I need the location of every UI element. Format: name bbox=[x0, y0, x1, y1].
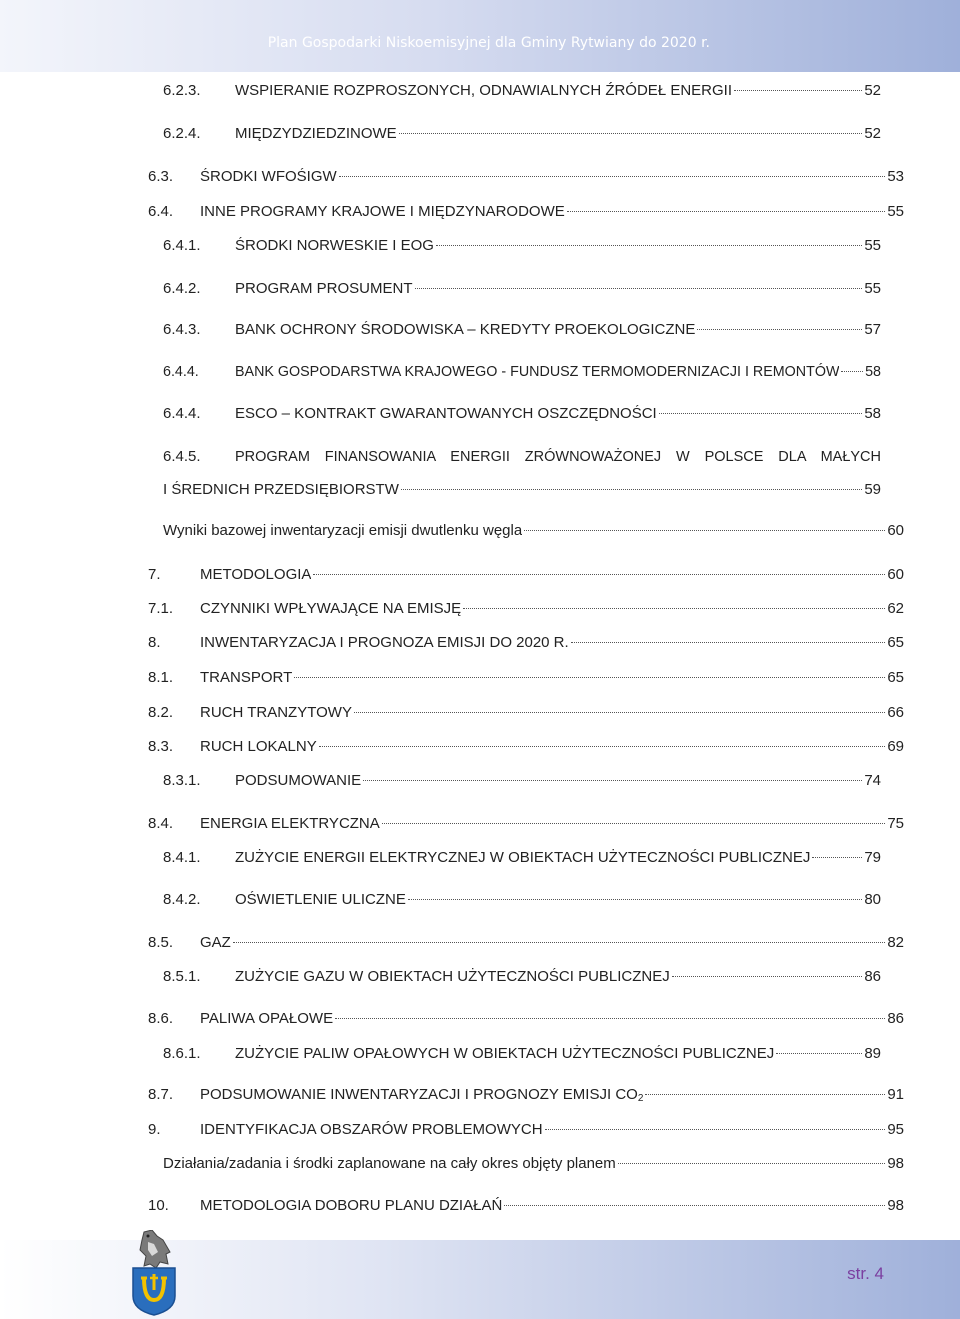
toc-leader bbox=[659, 412, 863, 414]
toc-entry-first-line[interactable] bbox=[163, 448, 881, 466]
toc-page: 80 bbox=[864, 891, 881, 908]
toc-number: 6.3. bbox=[148, 168, 174, 185]
toc-page: 58 bbox=[864, 405, 881, 422]
toc-number: 8.6. bbox=[148, 1010, 174, 1027]
toc-page: 79 bbox=[864, 849, 881, 866]
toc-title: OŚWIETLENIE ULICZNE bbox=[235, 891, 406, 908]
toc-leader bbox=[545, 1128, 886, 1130]
toc-entry[interactable] bbox=[148, 669, 904, 687]
toc-leader bbox=[319, 745, 886, 747]
toc-title: RUCH TRANZYTOWY bbox=[200, 704, 352, 721]
toc-entry[interactable] bbox=[163, 237, 881, 255]
toc-number: 6.4.2. bbox=[163, 280, 201, 297]
toc-title: MIĘDZYDZIEDZINOWE bbox=[235, 125, 397, 142]
toc-page: 52 bbox=[864, 125, 881, 142]
toc-number: 6.4. bbox=[148, 203, 174, 220]
toc-title: Działania/zadania i środki zaplanowane na cały okres objęty planem bbox=[163, 1155, 616, 1172]
toc-number: 8.5.1. bbox=[163, 968, 201, 985]
toc-page: 52 bbox=[864, 82, 881, 99]
toc-title: IDENTYFIKACJA OBSZARÓW PROBLEMOWYCH bbox=[200, 1121, 543, 1138]
toc-leader bbox=[504, 1204, 885, 1206]
toc-title: GAZ bbox=[200, 934, 231, 951]
toc-leader bbox=[841, 370, 863, 372]
gmina-rytwiany-crest-icon bbox=[130, 1230, 178, 1316]
toc-leader bbox=[382, 822, 886, 824]
toc-number: 8.7. bbox=[148, 1086, 174, 1103]
toc-entry[interactable] bbox=[148, 1086, 904, 1108]
toc-number: 8.3. bbox=[148, 738, 174, 755]
toc-title: ZUŻYCIE ENERGII ELEKTRYCZNEJ W OBIEKTACH UŻYTECZNOŚCI PUBLICZNEJ bbox=[235, 849, 811, 866]
toc-title: PALIWA OPAŁOWE bbox=[200, 1010, 334, 1027]
toc-title: ŚRODKI NORWESKIE I EOG bbox=[235, 237, 434, 254]
toc-number: 8.5. bbox=[148, 934, 174, 951]
toc-entry[interactable] bbox=[163, 1045, 881, 1063]
toc-leader bbox=[645, 1093, 885, 1095]
toc-leader bbox=[313, 573, 885, 575]
toc-entry[interactable] bbox=[163, 321, 881, 339]
toc-number: 8.1. bbox=[148, 669, 174, 686]
toc-leader bbox=[463, 607, 885, 609]
toc-leader bbox=[335, 1017, 885, 1019]
toc-title: BANK GOSPODARSTWA KRAJOWEGO - FUNDUSZ TERMOMODERNIZACJI I REMONTÓW bbox=[235, 364, 840, 380]
toc-number: 9. bbox=[148, 1121, 161, 1138]
toc-page: 55 bbox=[864, 237, 881, 254]
toc-number: 8.3.1. bbox=[163, 772, 201, 789]
toc-leader bbox=[363, 779, 862, 781]
toc-page: 95 bbox=[887, 1121, 904, 1138]
toc-page: 53 bbox=[887, 168, 904, 185]
toc-title: Wyniki bazowej inwentaryzacji emisji dwutlenku węgla bbox=[163, 522, 523, 539]
toc-entry-second-line[interactable] bbox=[163, 481, 881, 499]
toc-page: 98 bbox=[887, 1155, 904, 1172]
toc-entry[interactable] bbox=[163, 522, 904, 540]
toc-entry[interactable] bbox=[163, 82, 881, 100]
toc-number: 6.2.4. bbox=[163, 125, 201, 142]
toc-leader bbox=[776, 1052, 862, 1054]
toc-page: 82 bbox=[887, 934, 904, 951]
toc-number: 7.1. bbox=[148, 600, 174, 617]
toc-page: 57 bbox=[864, 321, 881, 338]
toc-page: 91 bbox=[887, 1086, 904, 1103]
toc-leader bbox=[672, 975, 863, 977]
toc-entry[interactable] bbox=[148, 1121, 904, 1139]
toc-leader bbox=[436, 244, 862, 246]
toc-entry[interactable] bbox=[148, 1010, 904, 1028]
toc-page: 58 bbox=[865, 364, 881, 380]
toc-title: INNE PROGRAMY KRAJOWE I MIĘDZYNARODOWE bbox=[200, 203, 565, 220]
toc-page: 69 bbox=[887, 738, 904, 755]
toc-page: 60 bbox=[887, 522, 904, 539]
toc-page: 65 bbox=[887, 634, 904, 651]
toc-entry[interactable] bbox=[163, 849, 881, 867]
toc-number: 10. bbox=[148, 1197, 169, 1214]
toc-entry[interactable] bbox=[148, 1197, 904, 1215]
toc-entry[interactable] bbox=[148, 566, 904, 584]
toc-leader bbox=[697, 328, 862, 330]
toc-leader bbox=[399, 132, 863, 134]
toc-title-subscript: 2 bbox=[637, 1093, 644, 1104]
toc-leader bbox=[339, 175, 886, 177]
toc-leader bbox=[567, 210, 886, 212]
toc-number: 6.4.4. bbox=[163, 405, 201, 422]
toc-leader bbox=[401, 488, 862, 490]
toc-page: 86 bbox=[887, 1010, 904, 1027]
toc-entry[interactable] bbox=[163, 968, 881, 986]
toc-page: 55 bbox=[887, 203, 904, 220]
toc-page: 55 bbox=[864, 280, 881, 297]
toc-number: 8.4. bbox=[148, 815, 174, 832]
toc-entry[interactable] bbox=[148, 203, 904, 221]
toc-leader bbox=[294, 676, 885, 678]
toc-number: 8.4.2. bbox=[163, 891, 201, 908]
toc-title: PROGRAM PROSUMENT bbox=[235, 280, 413, 297]
toc-title: ŚRODKI WFOŚIGW bbox=[200, 168, 337, 185]
toc-number: 6.2.3. bbox=[163, 82, 201, 99]
toc-entry[interactable] bbox=[163, 1155, 904, 1173]
toc-entry[interactable] bbox=[148, 815, 904, 833]
toc-leader bbox=[354, 711, 885, 713]
toc-number: 8. bbox=[148, 634, 161, 651]
toc-page: 59 bbox=[864, 481, 881, 498]
toc-page: 66 bbox=[887, 704, 904, 721]
toc-number: 8.6.1. bbox=[163, 1045, 201, 1062]
toc-leader bbox=[415, 287, 863, 289]
toc-page: 74 bbox=[864, 772, 881, 789]
toc-entry[interactable] bbox=[148, 704, 904, 722]
toc-title: BANK OCHRONY ŚRODOWISKA – KREDYTY PROEKOLOGICZNE bbox=[235, 321, 696, 338]
toc-number: 6.4.4. bbox=[163, 364, 199, 380]
toc-title: CZYNNIKI WPŁYWAJĄCE NA EMISJĘ bbox=[200, 600, 462, 617]
toc-entry[interactable] bbox=[148, 738, 904, 756]
toc-entry[interactable] bbox=[148, 634, 904, 652]
toc-title bbox=[200, 1086, 643, 1108]
toc-title: ZUŻYCIE GAZU W OBIEKTACH UŻYTECZNOŚCI PUBLICZNEJ bbox=[235, 968, 670, 985]
toc-entry[interactable] bbox=[148, 934, 904, 952]
toc-leader bbox=[408, 898, 862, 900]
toc-page: 98 bbox=[887, 1197, 904, 1214]
toc-title: INWENTARYZACJA I PROGNOZA EMISJI DO 2020 R. bbox=[200, 634, 569, 651]
toc-entry[interactable] bbox=[148, 600, 904, 618]
toc-number: 8.2. bbox=[148, 704, 174, 721]
toc-leader bbox=[812, 856, 862, 858]
toc-title: TRANSPORT bbox=[200, 669, 293, 686]
toc-title: ZUŻYCIE PALIW OPAŁOWYCH W OBIEKTACH UŻYTECZNOŚCI PUBLICZNEJ bbox=[235, 1045, 775, 1062]
toc-number: 6.4.3. bbox=[163, 321, 201, 338]
toc-page: 65 bbox=[887, 669, 904, 686]
page-number: str. 4 bbox=[847, 1264, 884, 1283]
toc-entry[interactable] bbox=[163, 891, 881, 909]
toc-entry[interactable] bbox=[163, 772, 881, 790]
toc-title: PODSUMOWANIE bbox=[235, 772, 362, 789]
toc-title: RUCH LOKALNY bbox=[200, 738, 317, 755]
toc-title: PROGRAM FINANSOWANIA ENERGII ZRÓWNOWAŻONEJ W POLSCE DLA MAŁYCH bbox=[235, 449, 881, 465]
toc-page: 86 bbox=[864, 968, 881, 985]
toc-entry[interactable] bbox=[163, 363, 881, 381]
toc-title: METODOLOGIA bbox=[200, 566, 312, 583]
toc-leader bbox=[571, 641, 886, 643]
toc-page: 60 bbox=[887, 566, 904, 583]
toc-title-text: PODSUMOWANIE INWENTARYZACJI I PROGNOZY EMISJI CO bbox=[200, 1086, 638, 1103]
toc-number: 8.4.1. bbox=[163, 849, 201, 866]
toc-entry[interactable] bbox=[163, 280, 881, 298]
toc-page: 89 bbox=[864, 1045, 881, 1062]
toc-entry[interactable] bbox=[163, 405, 881, 423]
toc-page: 75 bbox=[887, 815, 904, 832]
toc-number: 6.4.1. bbox=[163, 237, 201, 254]
toc-title: WSPIERANIE ROZPROSZONYCH, ODNAWIALNYCH ŹRÓDEŁ ENERGII bbox=[235, 82, 732, 99]
toc-page: 62 bbox=[887, 600, 904, 617]
toc-number: 6.4.5. bbox=[163, 448, 201, 465]
document-title: Plan Gospodarki Niskoemisyjnej dla Gminy Rytwiany do 2020 r. bbox=[267, 35, 710, 51]
toc-leader bbox=[524, 529, 885, 531]
toc-leader bbox=[233, 941, 885, 943]
toc-entry[interactable] bbox=[163, 125, 881, 143]
toc-leader bbox=[618, 1162, 886, 1164]
toc-title-continued: I ŚREDNICH PRZEDSIĘBIORSTW bbox=[163, 481, 399, 498]
toc-title: ESCO – KONTRAKT GWARANTOWANYCH OSZCZĘDNOŚCI bbox=[235, 405, 657, 422]
toc-title: METODOLOGIA DOBORU PLANU DZIAŁAŃ bbox=[200, 1197, 503, 1214]
toc-title: ENERGIA ELEKTRYCZNA bbox=[200, 815, 380, 832]
toc-number: 7. bbox=[148, 566, 161, 583]
toc-leader bbox=[734, 89, 862, 91]
toc-entry[interactable] bbox=[148, 168, 904, 186]
